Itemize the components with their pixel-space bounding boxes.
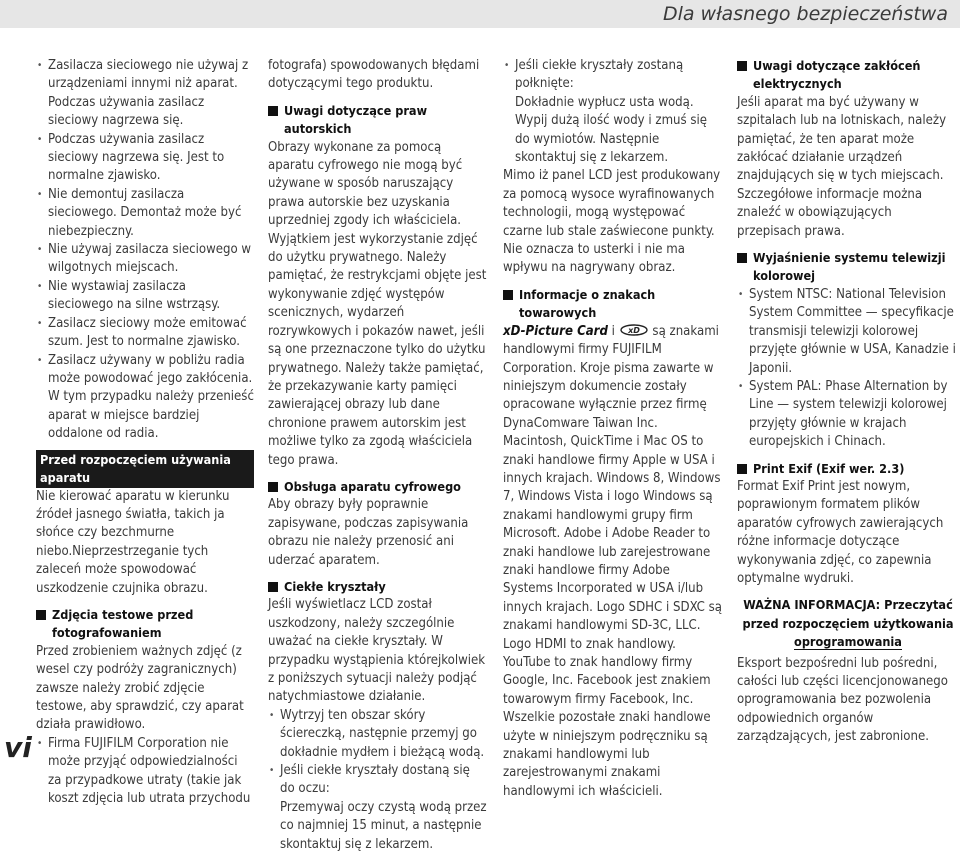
square-bullet-icon	[268, 106, 278, 116]
column-4	[737, 57, 959, 747]
list-item: • Zasilacz używany w pobliżu radia może powodować jego zakłócenia. W tym przypadku należy przenieść aparat w miejsce bardziej oddalone od radia.	[36, 352, 254, 444]
page-number: vi	[4, 731, 32, 764]
square-bullet-icon	[737, 61, 747, 71]
section-heading: Wyjaśnienie systemu telewizji kolorowej	[737, 249, 959, 286]
paragraph: Format Exif Print jest nowym, poprawionym formatem plików aparatów cyfrowych zawierających różne informacje dotyczące wykonywania zdjęć, co zapewnia optymalne wydruki.	[737, 478, 944, 586]
paragraph: xD-Picture Card i xD są znakami handlowymi firmy FUJIFILM Corporation. Kroje pisma zawarte w niniejszym dokumencie zostały opracowane wyłącznie przez firmę DynaComware Taiwan Inc. Macintosh, QuickTime i Mac OS to znaki handlowe firmy Apple w USA i innych krajach. Windows 8, Windows 7, Windows Vista i logo Windows są znakami handlowymi grupy firm Microsoft. Adobe i Adobe Reader to znaki handlowe lub zarejestrowane znaki handlowe firmy Adobe Systems Incorporated w USA i/lub innych krajach. Logo SDHC i SDXC są znakami handlowymi SD-3C, LLC. Logo HDMI to znak handlowy. YouTube to znak handlowy firmy Google, Inc. Facebook jest znakiem towarowym firmy Facebook, Inc. Wszelkie pozostałe znaki handlowe użyte w niniejszym podręczniku są znakami handlowymi lub zarejestrowanymi znakami handlowymi ich właścicieli.	[503, 323, 723, 799]
list-item: • Zasilacza sieciowego nie używaj z urządzeniami innymi niż aparat. Podczas używania zasilacz sieciowy nagrzewa się.	[36, 57, 254, 131]
square-bullet-icon	[268, 582, 278, 592]
paragraph: Jeśli wyświetlacz LCD został uszkodzony, należy szczególnie uważać na ciekłe kryształy. W przypadku wystąpienia którejkolwiek z poniższych sytuacji należy podjąć natychmiastowe działanie.	[268, 597, 486, 705]
square-bullet-icon	[503, 290, 513, 300]
column-1	[36, 57, 254, 808]
list-item: • Podczas używania zasilacz sieciowy nagrzewa się. Jest to normalne zjawisko.	[36, 131, 254, 186]
xd-picture-card-mark: xD-Picture Card	[503, 323, 608, 339]
paragraph: Przemywaj oczy czystą wodą przez co najmniej 15 minut, a następnie skontaktuj się z lekarzem.	[280, 799, 487, 852]
list-item: • Wytrzyj ten obszar skóry ściereczką, następnie przemyj go dokładnie mydłem i bieżącą wodą.	[268, 707, 488, 762]
square-bullet-icon	[36, 610, 46, 620]
paragraph: Obrazy wykonane za pomocą aparatu cyfrowego nie mogą być używane w sposób naruszający prawa autorskie bez uzyskania uprzedniej zgody ich właściciela. Wyjątkiem jest wykorzystanie zdjęć do użytku prywatnego. Należy pamiętać, że restrykcjami objęte jest wykonywanie zdjęć występów scenicznych, wydarzeń rozrywkowych i pokazów nawet, jeśli są one przeznaczone tylko do użytku prywatnego. Należy także pamiętać, że przekazywanie karty pamięci zawierającej obrazy lub dane chronione prawem autorskim jest możliwe tylko za zgodą właściciela tego prawa.	[268, 139, 487, 468]
section-heading: Zdjęcia testowe przed fotografowaniem	[36, 606, 254, 643]
square-bullet-icon	[737, 464, 747, 474]
paragraph: Mimo iż panel LCD jest produkowany za pomocą wysoce wyrafinowanych technologii, mogą występować czarne lub stale zaświecone punkty. Nie oznacza to usterki i nie ma wpływu na nagrywany obraz.	[503, 168, 721, 276]
section-heading: Uwagi dotyczące zakłóceń elektrycznych	[737, 57, 959, 94]
list-item: • Nie wystawiaj zasilacza sieciowego na silne wstrząsy.	[36, 278, 254, 315]
column-3	[503, 57, 723, 801]
section-heading: Print Exif (Exif wer. 2.3)	[737, 460, 959, 478]
paragraph: Aby obrazy były poprawnie zapisywane, podczas zapisywania obrazu nie należy przenosić ani uderzać aparatem.	[268, 497, 469, 568]
list-item: • Nie używaj zasilacza sieciowego w wilgotnych miejscach.	[36, 241, 254, 278]
section-heading-box: Przed rozpoczęciem używania aparatu	[36, 450, 254, 488]
xd-logo-icon	[619, 324, 649, 336]
list-item: • System PAL: Phase Alternation by Line — system telewizji kolorowej przyjęty głównie w krajach europejskich i Chinach.	[737, 378, 959, 452]
list-item: • Nie demontuj zasilacza sieciowego. Demontaż może być niebezpieczny.	[36, 186, 254, 241]
paragraph: Przed zrobieniem ważnych zdjęć (z wesel czy podróży zagranicznych) zawsze należy zrobić zdjęcie testowe, aby sprawdzić, czy aparat działa prawidłowo.	[36, 643, 244, 733]
paragraph: Dokładnie wypłucz usta wodą. Wypij dużą ilość wody i zmuś się do wymiotów. Następnie skontaktuj się z lekarzem.	[515, 94, 708, 166]
section-heading: Ciekłe kryształy	[268, 578, 488, 596]
list-item: • Jeśli ciekłe kryształy dostaną się do oczu:	[268, 762, 488, 799]
list-item: • System NTSC: National Television System Committee — specyfikacje transmisji telewizji kolorowej przyjęte głównie w USA, Kanadzie i Japonii.	[737, 286, 959, 378]
paragraph: fotografa) spowodowanych błędami dotyczącymi tego produktu.	[268, 58, 480, 92]
square-bullet-icon	[268, 482, 278, 492]
square-bullet-icon	[737, 253, 747, 263]
paragraph: Eksport bezpośredni lub pośredni, całości lub części licencjonowanego oprogramowania bez pozwolenia odpowiednich organów zarządzających, jest zabronione.	[737, 655, 948, 745]
section-heading: Informacje o znakach towarowych	[503, 286, 723, 323]
important-notice-heading: WAŻNA INFORMACJA: Przeczytać przed rozpoczęciem użytkowania oprogramowania	[742, 597, 954, 650]
paragraph: Jeśli aparat ma być używany w szpitalach lub na lotniskach, należy pamiętać, że ten aparat może zakłócać działanie urządzeń znajdujących się w tych miejscach. Szczegółowe informacje można znaleźć w obowiązujących przepisach prawa.	[737, 94, 947, 239]
list-item: • Zasilacz sieciowy może emitować szum. Jest to normalne zjawisko.	[36, 315, 254, 352]
column-2	[268, 57, 488, 854]
list-item: • Firma FUJIFILM Corporation nie może przyjąć odpowiedzialności za przypadkowe utraty (takie jak koszt zdjęcia lub utrata przychodu	[36, 735, 254, 809]
section-heading: Uwagi dotyczące praw autorskich	[268, 102, 488, 139]
paragraph: Nie kierować aparatu w kierunku źródeł jasnego światła, takich ja słońce czy bezchmurne niebo.Nieprzestrzeganie tych zaleceń może spowodować uszkodzenie czujnika obrazu.	[36, 488, 230, 596]
svg-text:xD: xD	[627, 325, 640, 335]
page-header-title: Dla własnego bezpieczeństwa	[662, 3, 948, 25]
list-item: • Jeśli ciekłe kryształy zostaną połknięte:	[503, 57, 723, 94]
section-heading: Obsługa aparatu cyfrowego	[268, 478, 488, 496]
